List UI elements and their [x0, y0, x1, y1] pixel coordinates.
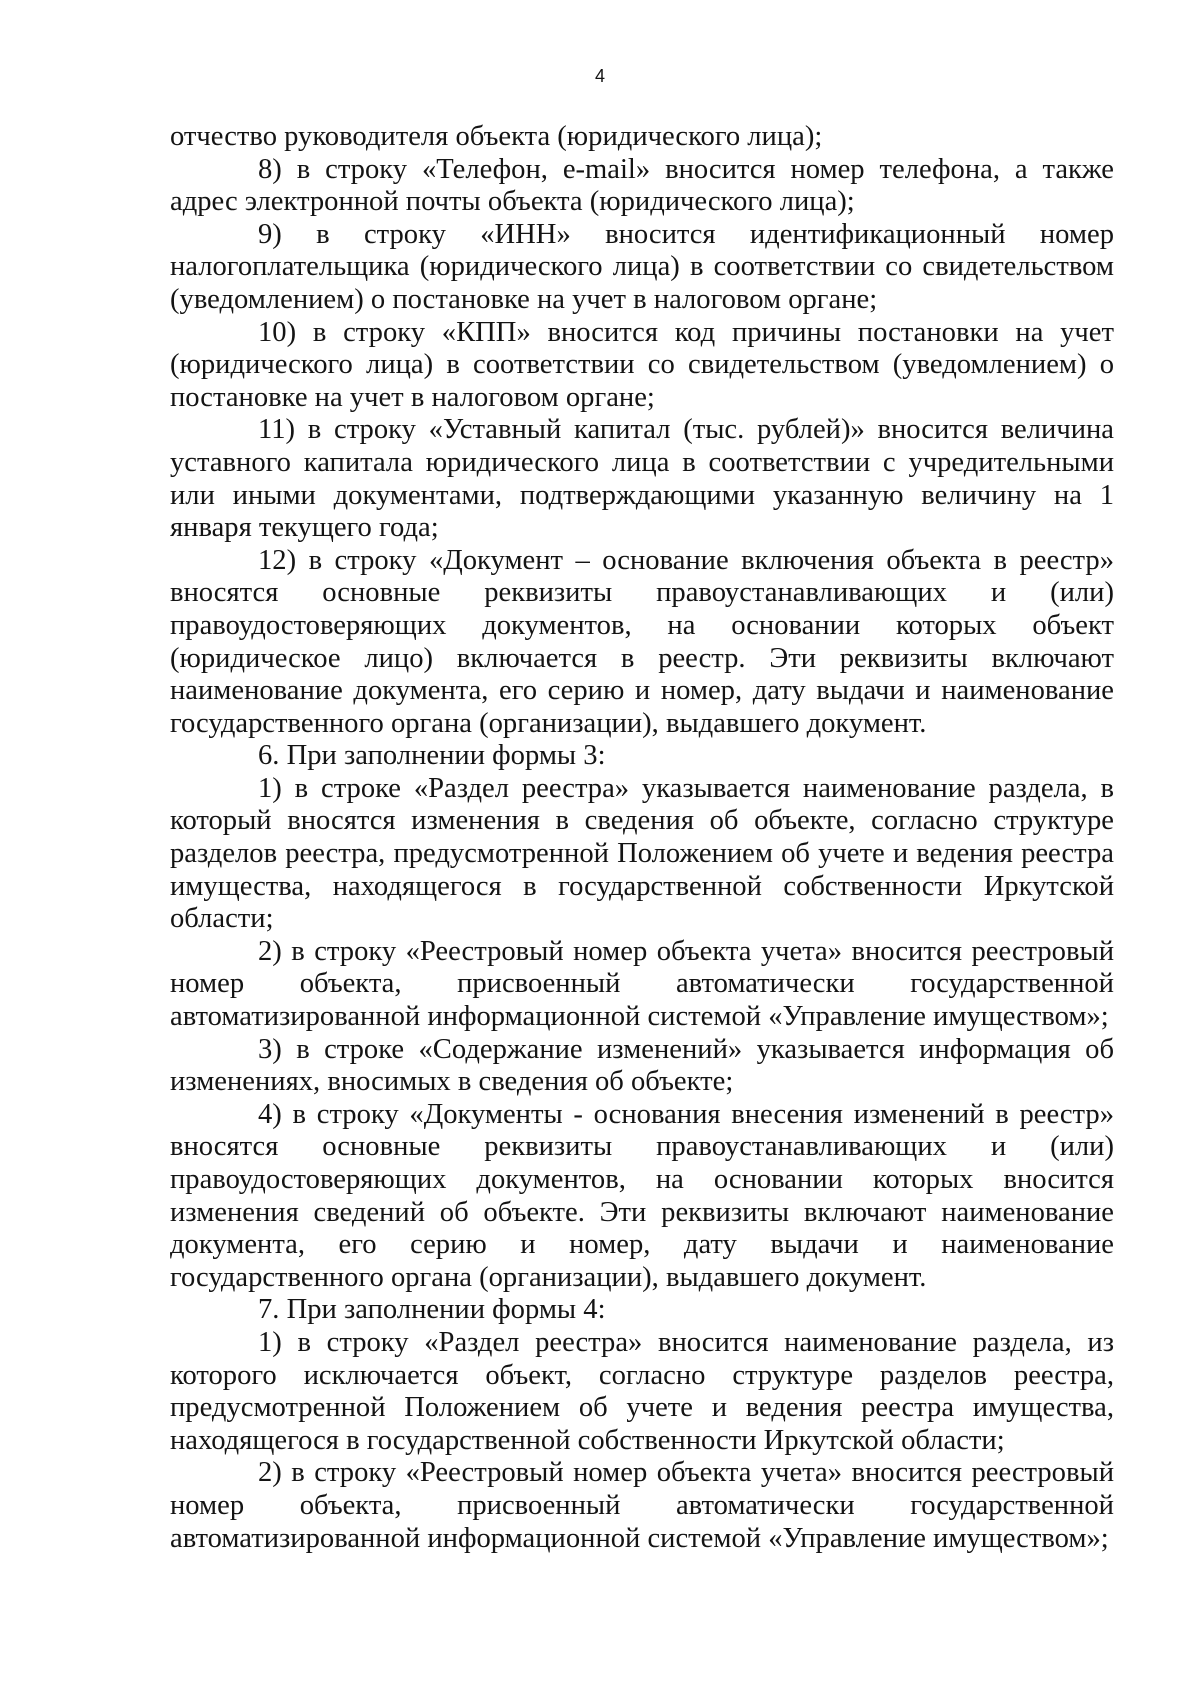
document-body — [170, 121, 1114, 1555]
paragraph: 12) в строку «Документ – основание включения объекта в реестр» вносятся основные реквизиты правоустанавливающих и (или) правоудостоверяющих документов, на основании которых объект (юридическое лицо) включается в реестр. Эти реквизиты включают наименование документа, его серию и номер, дату выдачи и наименование государственного органа (организации), выдавшего документ. — [170, 544, 1114, 739]
paragraph: отчество руководителя объекта (юридического лица); — [170, 121, 823, 152]
paragraph: 4) в строку «Документы - основания внесения изменений в реестр» вносятся основные реквизиты правоустанавливающих и (или) правоудостоверяющих документов, на основании которых вносится изменения сведений об объекте. Эти реквизиты включают наименование документа, его серию и номер, дату выдачи и наименование государственного органа (организации), выдавшего документ. — [170, 1098, 1114, 1293]
paragraph: 1) в строку «Раздел реестра» вносится наименование раздела, из которого исключается объект, согласно структуре разделов реестра, предусмотренной Положением об учете и ведения реестра имущества, находящегося в государственной собственности Иркутской области; — [170, 1326, 1114, 1456]
paragraph: 11) в строку «Уставный капитал (тыс. рублей)» вносится величина уставного капитала юридического лица в соответствии с учредительными или иными документами, подтверждающими указанную величину на 1 января текущего года; — [170, 414, 1114, 544]
paragraph: 7. При заполнении формы 4: — [258, 1294, 606, 1326]
paragraph: 6. При заполнении формы 3: — [258, 740, 606, 772]
paragraph: 2) в строку «Реестровый номер объекта учета» вносится реестровый номер объекта, присвоенный автоматически государственной автоматизированной информационной системой «Управление имуществом»; — [170, 1457, 1114, 1554]
paragraph: 3) в строке «Содержание изменений» указывается информация об изменениях, вносимых в сведения об объекте; — [170, 1033, 1114, 1098]
page-number: 4 — [594, 66, 605, 86]
paragraph: 1) в строке «Раздел реестра» указывается наименование раздела, в который вносятся изменения в сведения об объекте, согласно структуре разделов реестра, предусмотренной Положением об учете и ведения реестра имущества, находящегося в государственной собственности Иркутской области; — [170, 772, 1114, 935]
paragraph: 2) в строку «Реестровый номер объекта учета» вносится реестровый номер объекта, присвоенный автоматически государственной автоматизированной информационной системой «Управление имуществом»; — [170, 935, 1114, 1033]
paragraph: 9) в строку «ИНН» вносится идентификационный номер налогоплательщика (юридического лица) в соответствии со свидетельством (уведомлением) о постановке на учет в налоговом органе; — [170, 218, 1114, 315]
paragraph: 8) в строку «Телефон, e-mail» вносится номер телефона, а также адрес электронной почты объекта (юридического лица); — [170, 153, 1114, 218]
paragraph: 10) в строку «КПП» вносится код причины постановки на учет (юридического лица) в соответствии со свидетельством (уведомлением) о постановке на учет в налоговом органе; — [170, 316, 1114, 413]
